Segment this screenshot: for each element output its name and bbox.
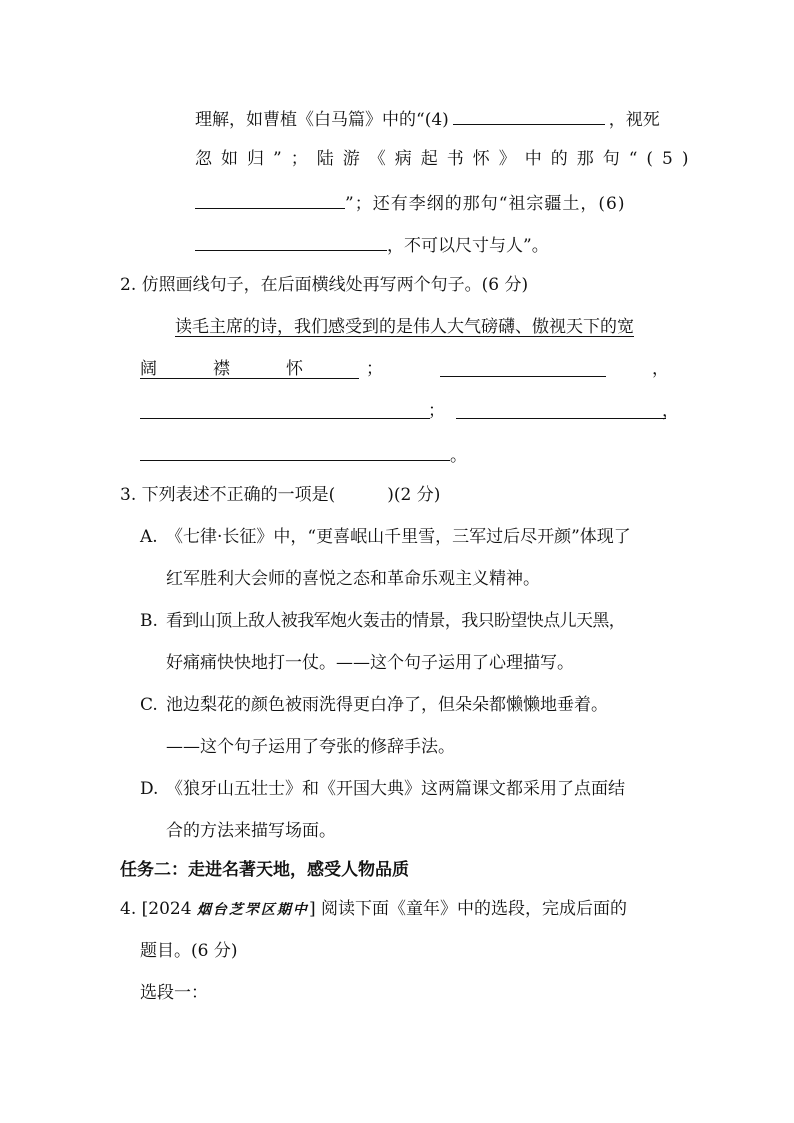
q1-text: ”；还有李纲的那句“祖宗疆土，(6)	[345, 194, 626, 214]
answer-blank-4[interactable]	[453, 106, 605, 125]
q4-source: 烟台芝罘区期中	[196, 902, 309, 918]
q2-model-cont: 阔襟怀	[140, 359, 359, 379]
option-c-text: 池边梨花的颜色被雨洗得更白净了，但朵朵都懒懒地垂着。	[166, 695, 608, 715]
punct-semicolon: ；	[366, 359, 383, 379]
option-b-text: 看到山顶上敌人被我军炮火轰击的情景，我只盼望快点儿天黑，	[166, 611, 626, 631]
q1-line-2	[195, 148, 698, 170]
answer-blank-6[interactable]	[195, 232, 387, 251]
q2-model-sentence: 读毛主席的诗，我们感受到的是伟人大气磅礴、傲视天下的宽	[175, 317, 634, 337]
q4-text: ] 阅读下面《童年》中的选段，完成后面的	[308, 899, 627, 919]
q4-number: 4. [2024	[120, 899, 192, 919]
q1-text: ，视死	[608, 110, 660, 130]
punct-period: 。	[450, 446, 467, 466]
answer-blank-q2-3[interactable]	[456, 400, 666, 419]
answer-blank-q2-4[interactable]	[140, 442, 450, 461]
q2-stem: 2. 仿照画线句子，在后面横线处再写两个句子。(6 分)	[120, 275, 529, 295]
option-d-text: 合的方法来描写场面。	[166, 821, 336, 841]
q2-line-4	[140, 442, 467, 467]
punct-comma: ，	[652, 359, 669, 379]
answer-blank-q2-1[interactable]	[440, 358, 606, 377]
q1-line-1	[195, 106, 675, 131]
q1-text: ，不可以尺寸与人”。	[387, 236, 549, 256]
option-a-text: 《七律·长征》中，“更喜岷山千里雪，三军过后尽开颜”体现了	[166, 527, 631, 547]
option-d-text: 《狼牙山五壮士》和《开国大典》这两篇课文都采用了点面结	[166, 779, 625, 799]
option-c-label: C.	[140, 695, 158, 715]
option-b-label: B.	[140, 611, 158, 631]
q3-stem-text: 3. 下列表述不正确的一项是(	[120, 485, 336, 505]
q1-text: 忽如归”；陆游《病起书怀》中的那句“(5)	[195, 149, 698, 169]
option-d-label: D.	[140, 779, 159, 799]
option-a-text: 红军胜利大会师的喜悦之态和革命乐观主义精神。	[166, 569, 540, 589]
section-title: 任务二：走进名著天地，感受人物品质	[120, 860, 409, 880]
q4-stem-cont: 题目。(6 分)	[140, 941, 238, 961]
punct-comma: ，	[662, 401, 679, 421]
q1-line-4	[195, 232, 675, 257]
option-c-text: ——这个句子运用了夸张的修辞手法。	[166, 737, 455, 757]
punct-semicolon: ；	[428, 401, 445, 421]
q1-text: 理解，如曹植《白马篇》中的“(4)	[195, 110, 449, 130]
q3-stem	[120, 484, 440, 506]
option-a-label: A.	[140, 527, 158, 547]
answer-blank-5[interactable]	[195, 190, 345, 209]
q3-stem-score: )(2 分)	[387, 485, 441, 505]
answer-blank-q2-2[interactable]	[140, 400, 430, 419]
option-b-text: 好痛痛快快地打一仗。——这个句子运用了心理描写。	[166, 653, 574, 673]
q2-line-2	[140, 358, 674, 380]
q4-stem	[120, 898, 627, 921]
q1-line-3	[195, 190, 675, 215]
excerpt-label: 选段一：	[140, 983, 208, 1003]
